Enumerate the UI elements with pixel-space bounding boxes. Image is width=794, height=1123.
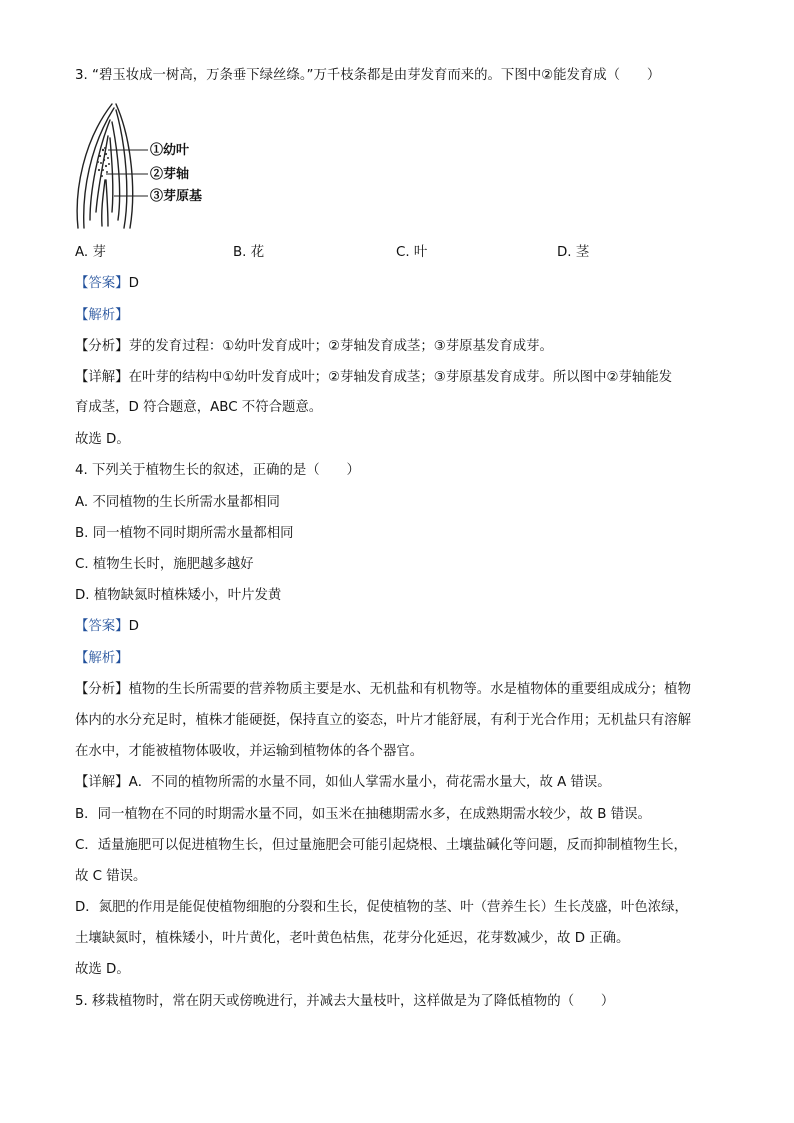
xiangjie-tag: 【详解】 xyxy=(75,775,129,790)
fenxi-tag: 【分析】 xyxy=(75,682,129,697)
answer-value: D xyxy=(128,619,139,634)
analysis-tag: 【解析】 xyxy=(75,308,129,323)
q4-stem: 4. 下列关于植物生长的叙述，正确的是（ ） xyxy=(75,463,360,478)
q3-option-b: B. 花 xyxy=(233,245,265,260)
q4-answer-line xyxy=(75,617,139,637)
q4-fenxi-3: 在水中，才能被植物体吸收，并运输到植物体的各个器官。 xyxy=(75,744,424,759)
xiangjie-text: 在叶芽的结构中①幼叶发育成叶；②芽轴发育成茎；③芽原基发育成芽。所以图中②芽轴能发 xyxy=(128,370,673,385)
q4-option-c: C. 植物生长时，施肥越多越好 xyxy=(75,557,254,572)
bud-structure-figure xyxy=(70,100,220,232)
q4-option-d: D. 植物缺氮时植株矮小，叶片发黄 xyxy=(75,588,282,603)
q3-analysis-tag xyxy=(75,306,129,326)
q4-analysis-tag xyxy=(75,649,129,669)
answer-tag: 【答案】 xyxy=(75,276,129,291)
q4-xiangjie-c2: 故 C 错误。 xyxy=(75,869,147,884)
q3-answer-line xyxy=(75,274,139,294)
q4-conclusion: 故选 D。 xyxy=(75,962,130,977)
q3-option-c: C. 叶 xyxy=(396,245,428,260)
q4-xiangjie-a xyxy=(75,773,611,793)
q4-fenxi-2: 体内的水分充足时，植株才能硬挺，保持直立的姿态，叶片才能舒展，有利于光合作用；无机盐只有溶解 xyxy=(75,713,691,728)
analysis-tag: 【解析】 xyxy=(75,651,129,666)
xiangjie-tag: 【详解】 xyxy=(75,370,129,385)
answer-tag: 【答案】 xyxy=(75,619,129,634)
label-young-leaf: ①幼叶 xyxy=(150,143,190,158)
q4-fenxi-1 xyxy=(75,680,691,700)
q3-xiangjie-1 xyxy=(75,368,672,388)
q3-option-d: D. 茎 xyxy=(557,245,590,260)
xiangjie-text: A．不同的植物所需的水量不同，如仙人掌需水量小，荷花需水量大，故 A 错误。 xyxy=(128,775,611,790)
answer-value: D xyxy=(128,276,139,291)
fenxi-tag: 【分析】 xyxy=(75,339,129,354)
q4-xiangjie-c1: C．适量施肥可以促进植物生长，但过量施肥会可能引起烧根、土壤盐碱化等问题，反而抑制植物生长， xyxy=(75,838,687,853)
q4-xiangjie-b: B．同一植物在不同的时期需水量不同，如玉米在抽穗期需水多，在成熟期需水较少，故 B 错误。 xyxy=(75,807,651,822)
fenxi-text: 芽的发育过程：①幼叶发育成叶；②芽轴发育成茎；③芽原基发育成芽。 xyxy=(128,339,553,354)
q5-stem: 5. 移栽植物时，常在阴天或傍晚进行，并减去大量枝叶，这样做是为了降低植物的（ ） xyxy=(75,994,615,1009)
q4-xiangjie-d1: D．氮肥的作用是能促使植物细胞的分裂和生长，促使植物的茎、叶（营养生长）生长茂盛，叶色浓绿， xyxy=(75,900,688,915)
q4-option-a: A. 不同植物的生长所需水量都相同 xyxy=(75,495,280,510)
q3-option-a: A. 芽 xyxy=(75,245,106,260)
label-bud-primordium: ③芽原基 xyxy=(150,189,203,204)
label-bud-axis: ②芽轴 xyxy=(150,167,190,182)
q4-xiangjie-d2: 土壤缺氮时，植株矮小，叶片黄化，老叶黄色枯焦，花芽分化延迟，花芽数减少，故 D 正确。 xyxy=(75,931,630,946)
q3-fenxi xyxy=(75,337,553,357)
q3-conclusion: 故选 D。 xyxy=(75,432,130,447)
fenxi-text: 植物的生长所需要的营养物质主要是水、无机盐和有机物等。水是植物体的重要组成成分；植物 xyxy=(128,682,691,697)
q4-option-b: B. 同一植物不同时期所需水量都相同 xyxy=(75,526,294,541)
q3-stem: 3. “碧玉妆成一树高，万条垂下绿丝绦。”万千枝条都是由芽发育而来的。下图中②能发育成（ ） xyxy=(75,68,661,83)
q3-xiangjie-2: 育成茎，D 符合题意，ABC 不符合题意。 xyxy=(75,400,323,415)
